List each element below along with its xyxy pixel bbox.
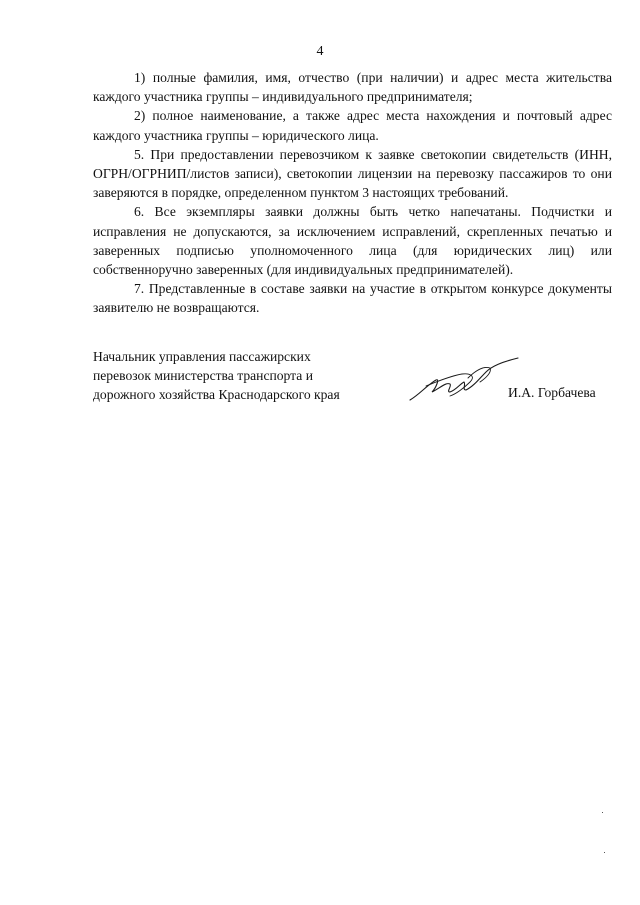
signatory-title-line: Начальник управления пассажирских <box>93 349 311 364</box>
paragraph-item-6: 6. Все экземпляры заявки должны быть четко напечатаны. Подчистки и исправления не допускаются, за исключением исправлений, скрепленных печатью и заверенных подписью уполномоченного лица (для юридических лиц) или собственноручно заверенных (для индивидуальных предпринимателей). <box>93 204 612 278</box>
scan-speck <box>602 812 603 813</box>
signer-name: И.А. Горбачева <box>508 385 596 400</box>
paragraph-item-1: 1) полные фамилия, имя, отчество (при наличии) и адрес места жительства каждого участника группы – индивидуального предпринимателя; <box>93 70 612 105</box>
signatory-title-line: дорожного хозяйства Краснодарского края <box>93 387 340 403</box>
document-body <box>93 68 612 318</box>
paragraph-item-2: 2) полное наименование, а также адрес места нахождения и почтовый адрес каждого участника группы – юридического лица. <box>93 108 612 143</box>
scan-speck <box>604 852 605 853</box>
paragraph-item-5: 5. При предоставлении перевозчиком к заявке светокопии свидетельств (ИНН, ОГРН/ОГРНИП/листов записи), светокопии лицензии на перевозку пассажиров то они заверяются в порядке, определенном пунктом 3 настоящих требований. <box>93 146 612 201</box>
signatory-title <box>93 347 393 405</box>
page-number: 4 <box>316 44 324 59</box>
paragraph-item-7: 7. Представленные в составе заявки на участие в открытом конкурсе документы заявителю не возвращаются. <box>93 281 612 316</box>
signatory-title-line: перевозок министерства транспорта и <box>93 368 313 384</box>
